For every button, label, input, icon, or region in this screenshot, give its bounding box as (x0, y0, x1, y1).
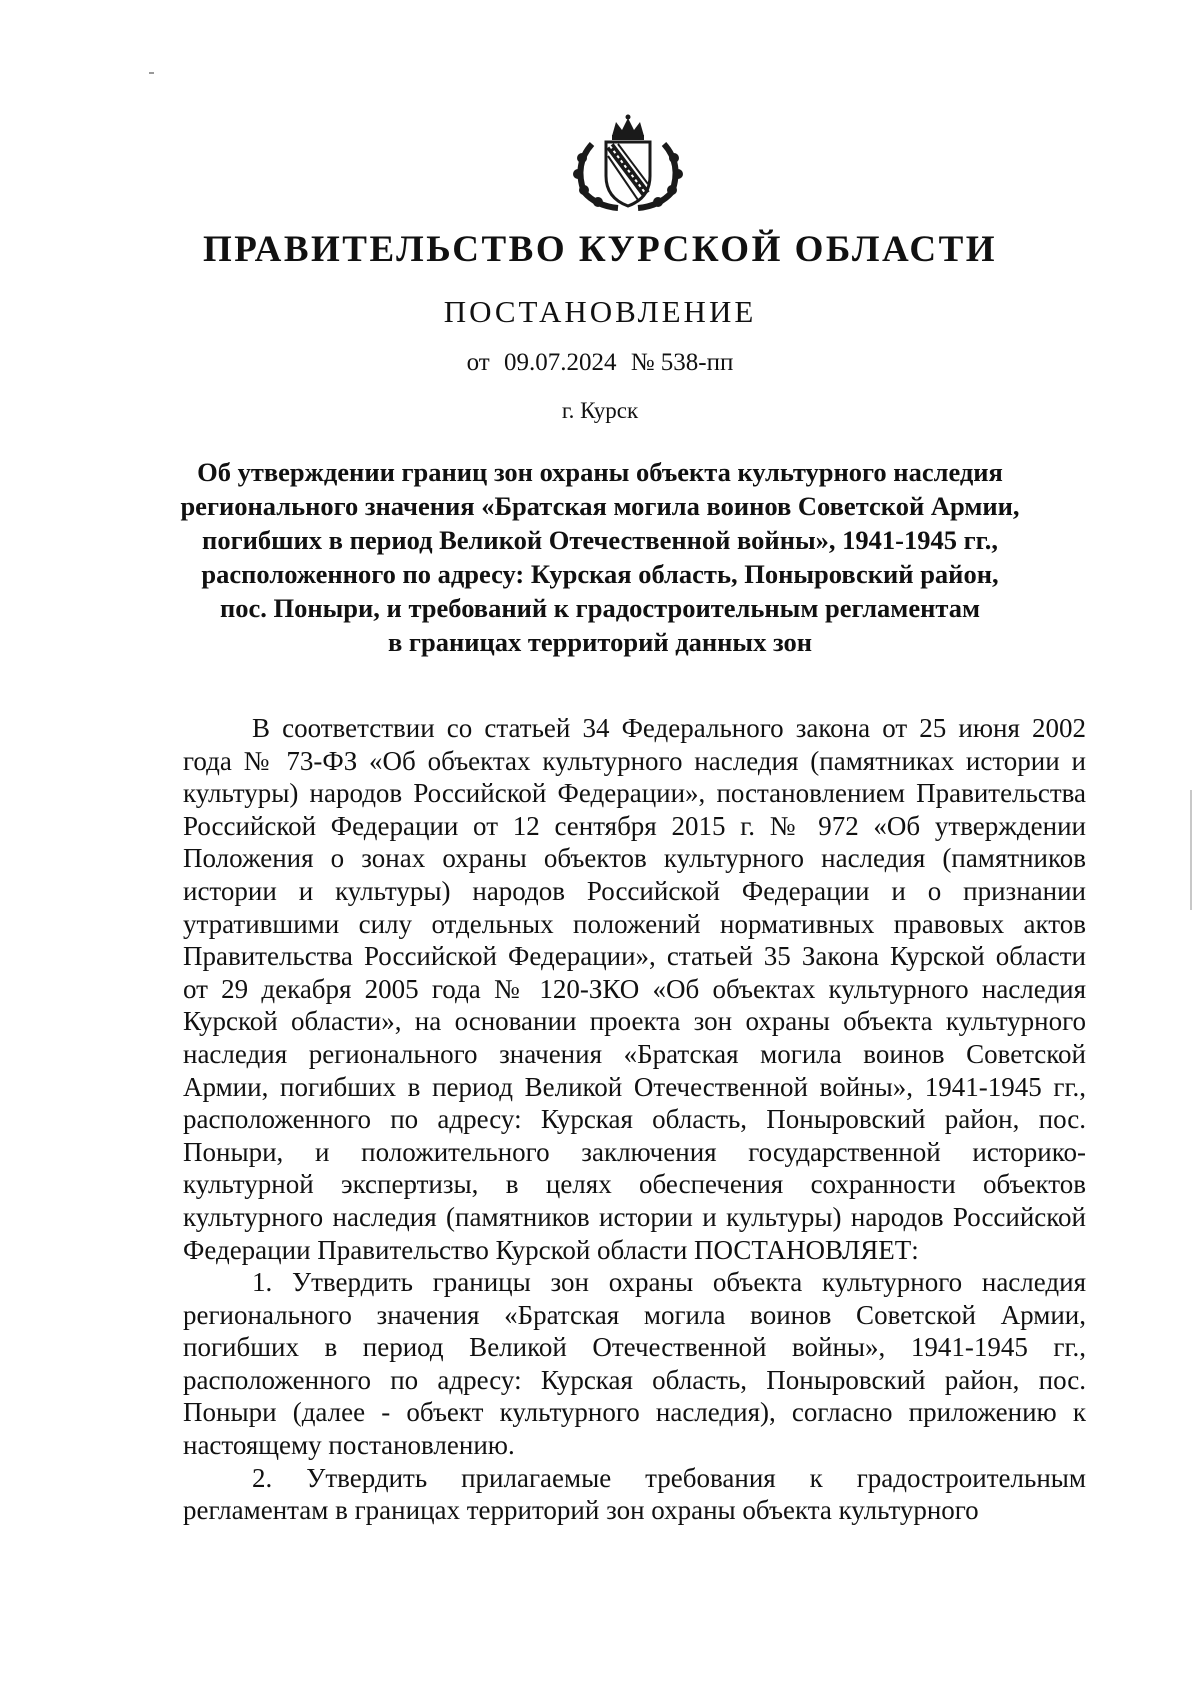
document-date: 09.07.2024 (503, 349, 617, 376)
scan-speck (149, 72, 154, 74)
preamble-paragraph: В соответствии со статьей 34 Федерального закона от 25 июня 2002 года № 73-ФЗ «Об объектах культурного наследия (памятниках истории и культуры) народов Российской Федерации», постановлением Правительства Российской Федерации от 12 сентября 2015 г. № 972 «Об утверждении Положения о зонах охраны объектов культурного наследия (памятников истории и культуры) народов Российской Федерации и о признании утратившими силу отдельных положений нормативных правовых актов Правительства Российской Федерации», статьей 35 Закона Курской области от 29 декабря 2005 года № 120-ЗКО «Об объектах культурного наследия Курской области», на основании проекта зон охраны объекта культурного наследия регионального значения «Братская могила воинов Советской Армии, погибших в период Великой Отечественной войны», 1941-1945 гг., расположенного по адресу: Курская область, Поныровский район, пос. Поныри, и положительного заключения государственной историко-культурной экспертизы, в целях обеспечения сохранности объектов культурного наследия (памятников истории и культуры) народов Российской Федерации Правительство Курской области ПОСТАНОВЛЯЕТ: (183, 713, 1086, 1265)
subject-line: расположенного по адресу: Курская область, Поныровский район, (201, 559, 999, 589)
resolution-item-2: 2. Утвердить прилагаемые требования к градостроительным регламентам в границах территорий зон охраны объекта культурного (183, 1462, 1086, 1526)
document-number: № 538-пп (630, 349, 734, 376)
document-body (183, 712, 1086, 1527)
scan-edge-mark (1190, 790, 1192, 910)
subject-line: регионального значения «Братская могила воинов Советской Армии, (180, 491, 1020, 521)
city: г. Курск (561, 398, 639, 423)
subject-line: пос. Поныри, и требований к градостроительным регламентам (219, 593, 981, 623)
subject-line: Об утверждении границ зон охраны объекта культурного наследия (197, 457, 1003, 487)
date-number-line (0, 349, 1200, 377)
subject-line: погибших в период Великой Отечественной войны», 1941-1945 гг., (202, 525, 998, 555)
document-type: ПОСТАНОВЛЕНИЕ (443, 294, 757, 329)
organization-title: ПРАВИТЕЛЬСТВО КУРСКОЙ ОБЛАСТИ (202, 229, 998, 270)
date-prefix: от (466, 349, 490, 376)
subject-line: в границах территорий данных зон (388, 627, 812, 657)
resolution-item-1: 1. Утвердить границы зон охраны объекта культурного наследия регионального значения «Братская могила воинов Советской Армии, погибших в период Великой Отечественной войны», 1941-1945 гг., расположенного по адресу: Курская область, Поныровский район, пос. Поныри (далее - объект культурного наследия), согласно приложению к настоящему постановлению. (183, 1267, 1086, 1461)
kursk-coat-of-arms-icon (560, 114, 696, 214)
document-subject (150, 455, 1050, 659)
